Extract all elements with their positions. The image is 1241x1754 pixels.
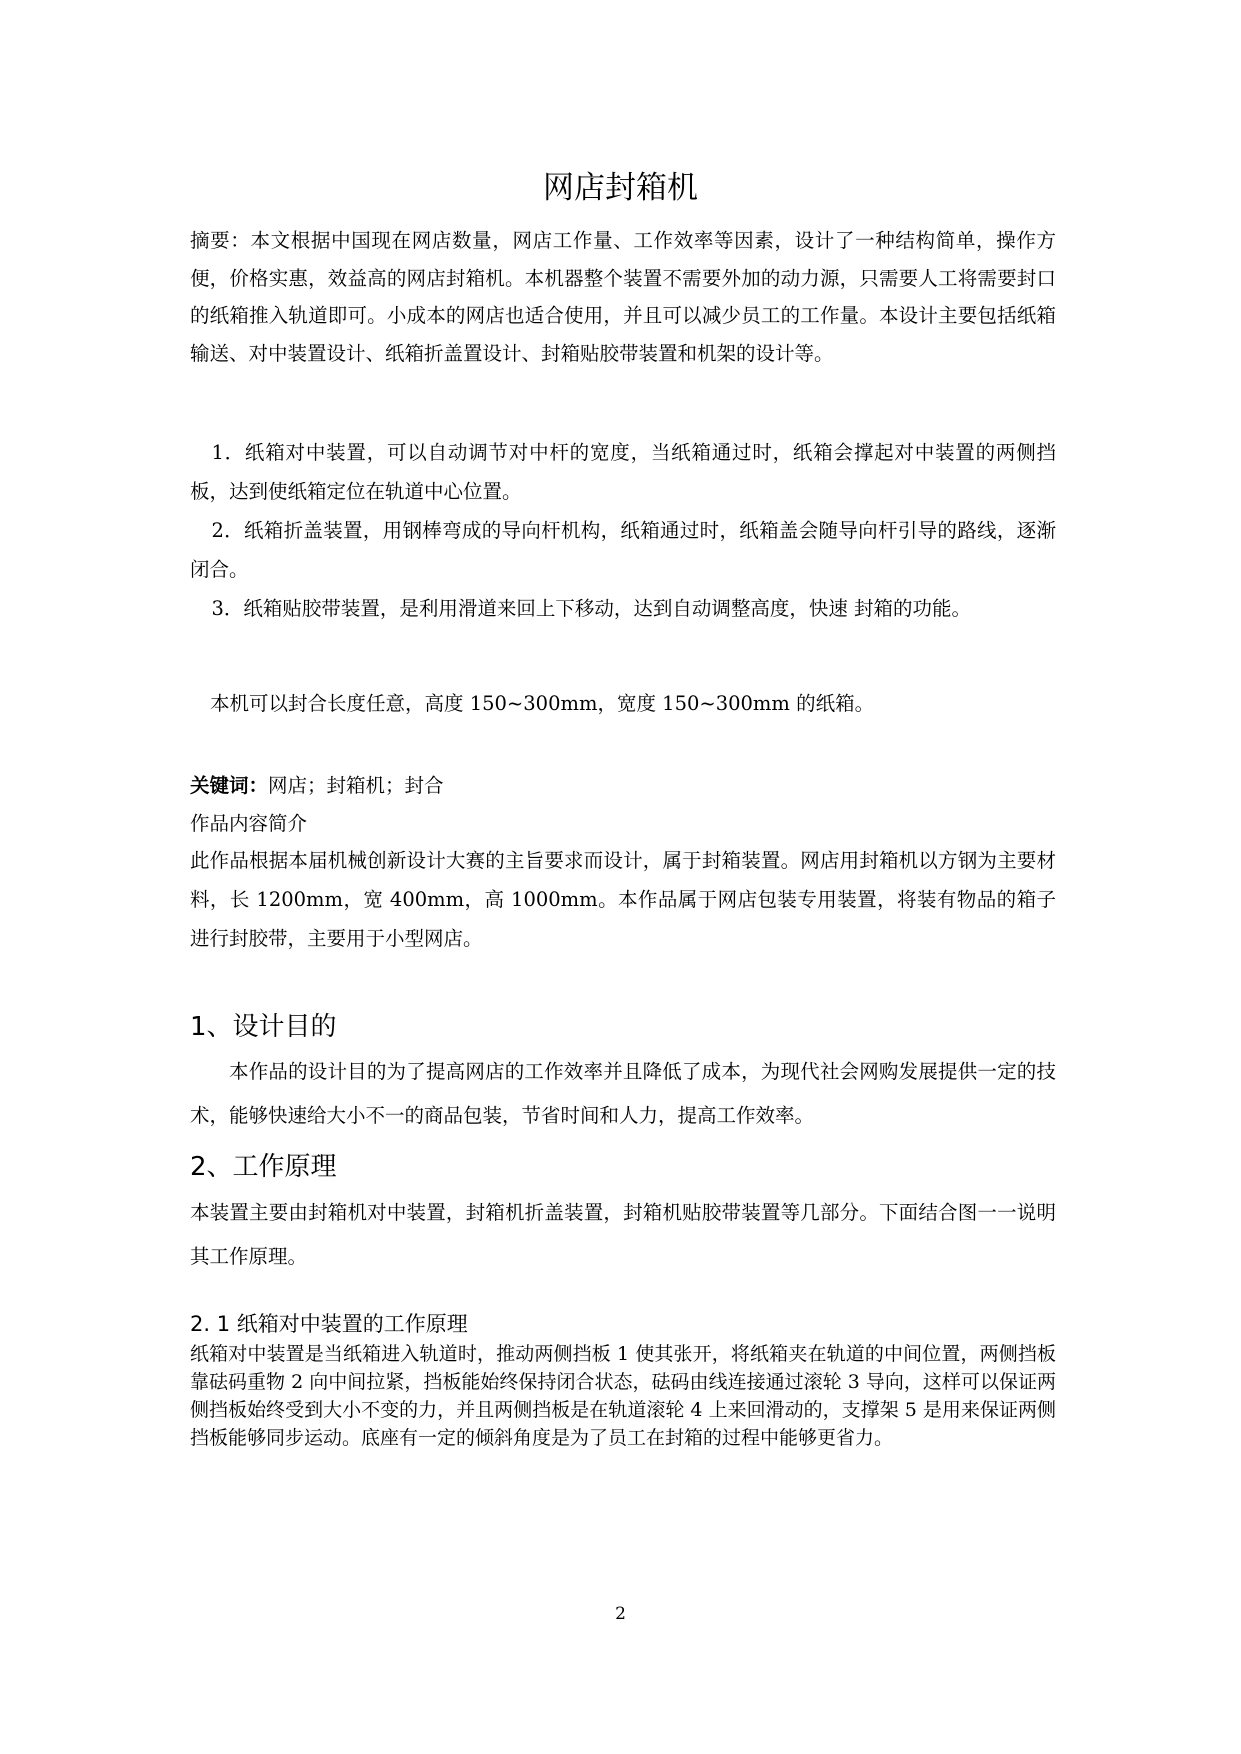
intro-text: 此作品根据本届机械创新设计大赛的主旨要求而设计，属于封箱装置。网店用封箱机以方钢为主要材料，长 1200mm，宽 400mm，高 1000mm。本作品属于网店包装专用装置，将装有物品的箱子进行封胶带，主要用于小型网店。 [190, 849, 1056, 950]
keywords-text: 网店；封箱机；封合 [268, 774, 444, 797]
section-2-heading: 2、工作原理 [190, 1152, 337, 1182]
page-number: 2 [615, 1604, 626, 1624]
keywords-line [190, 770, 1056, 798]
document-title: 网店封箱机 [543, 170, 698, 206]
keywords-label: 关键词： [190, 774, 269, 797]
abstract-paragraph: 摘要：本文根据中国现在网店数量，网店工作量、工作效率等因素，设计了一种结构简单，操作方便，价格实惠，效益高的网店封箱机。本机器整个装置不需要外加的动力源，只需要人工将需要封口的纸箱推入轨道即可。小成本的网店也适合使用，并且可以减少员工的工作量。本设计主要包括纸箱输送、对中装置设计、纸箱折盖置设计、封箱贴胶带装置和机架的设计等。 [190, 229, 1056, 365]
section-2-1-text: 纸箱对中装置是当纸箱进入轨道时，推动两侧挡板 1 使其张开，将纸箱夹在轨道的中间位置，两侧挡板靠砝码重物 2 向中间拉紧，挡板能始终保持闭合状态，砝码由线连接通过滚轮 3 导向，这样可以保证两侧挡板始终受到大小不变的力，并且两侧挡板是在轨道滚轮 4 上来回滑动的，支撑架 5 是用来保证两侧挡板能够同步运动。底座有一定的倾斜角度是为了员工在封箱的过程中能够更省力。 [190, 1343, 1056, 1449]
section-1-heading: 1、设计目的 [190, 1012, 337, 1042]
intro-heading: 作品内容简介 [190, 812, 308, 835]
section-2-1-heading: 2. 1 纸箱对中装置的工作原理 [190, 1312, 468, 1336]
abstract-item-3: 3．纸箱贴胶带装置，是利用滑道来回上下移动，达到自动调整高度，快速 封箱的功能。 [211, 597, 972, 620]
section-1-text: 本作品的设计目的为了提高网店的工作效率并且降低了成本，为现代社会网购发展提供一定的技术，能够快速给大小不一的商品包装，节省时间和人力，提高工作效率。 [190, 1060, 1056, 1127]
abstract-item-1: 1．纸箱对中装置，可以自动调节对中杆的宽度，当纸箱通过时，纸箱会撑起对中装置的两侧挡板，达到使纸箱定位在轨道中心位置。 [190, 441, 1056, 503]
abstract-item-2: 2．纸箱折盖装置，用钢棒弯成的导向杆机构，纸箱通过时，纸箱盖会随导向杆引导的路线，逐渐闭合。 [190, 519, 1056, 581]
section-2-text: 本装置主要由封箱机对中装置，封箱机折盖装置，封箱机贴胶带装置等几部分。下面结合图一一说明其工作原理。 [190, 1201, 1056, 1268]
spec-text: 本机可以封合长度任意，高度 150~300mm，宽度 150~300mm 的纸箱。 [210, 692, 875, 715]
